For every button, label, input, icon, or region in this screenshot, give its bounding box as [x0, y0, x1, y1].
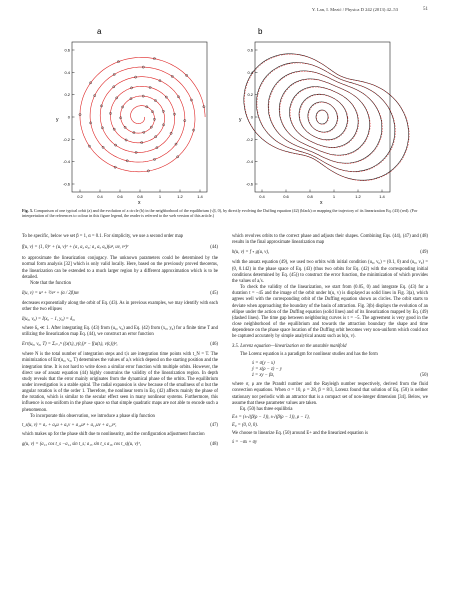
tick-label: 0.4	[247, 69, 253, 75]
caption-text: Comparison of one typical orbit (a) and the evolution of a circle (b) in the neighborhood of the equilibrium (√β, 0), by directly evolving the Duffing equation (42) (black) or mapping the trajectory of its linearization Eq. (43) (red). (For interpretation of the references to colour in this figure legend, the reader is referred to the web version of this article.)	[22, 208, 418, 219]
tick-label: -0.2	[63, 136, 70, 142]
tick-label: 0.8	[137, 194, 143, 199]
left-p5: where δ₀ ≪ 1. After integrating Eq. (43) from (u₀, v₀) and Eq. (42) from (x₀, y₀) for a finite time T and utilizing the linearization map Eq. (44), we construct an error function	[22, 325, 218, 337]
left-p2: to approximate the linearization conjugacy. The unknown parameters could be determined by the normal form analysis [32] which is only valid locally. Here, based on the previously proved theorems, the linearization can be extended to a much larger region by a different approximation which is to be detailed.	[22, 256, 218, 280]
panel-b-ellipses	[244, 54, 409, 181]
caption-label: Fig. 3.	[22, 208, 33, 213]
panel-a-yticks	[63, 48, 74, 187]
eq-51: ẋ = −σx + σy	[232, 439, 258, 445]
duffing-ellipse	[244, 54, 409, 180]
tick-label: 0.2	[247, 92, 253, 98]
panel-a-label: a	[97, 27, 102, 36]
left-p6: where N is the total number of integration steps and tᵢ's are integration time points with t_N = T. The minimization of Err(u₀, v₀, T) determines the values of aᵢ's which depend on the starting position and the integration time. It is not hard to write down a similar error function with multiple orbits. However, the direct use of ansatz equation (44) highly constrains the validity of the linearization region. In depth study reveals that the error mainly originates from the dynamical phase of the orbits. The equilibrium under investigation is a stable spiral. The radial expansion is slow because of the smallness of α but the angular rotation is of the order 1. Therefore, the nonlinear term in Eq. (42) affects mainly the phase of the rotation, which is similar to the secular effect seen in many nonlinear systems. Furthermore, this influence is non-uniform in the phase space so that simple quadratic maps are not able to encode such a phenomenon.	[22, 352, 218, 413]
tick-label: 1.2	[355, 194, 361, 199]
duffing-ellipse	[256, 63, 394, 172]
eq-48: g(u, v) = (a₁₃ cos t_s −a₁₄ sin t_s; a₁₅ sin t_s a₁₆ cos t_s)(u, v)ᵀ, (48)	[22, 442, 218, 448]
linearized-ellipse	[300, 95, 348, 141]
panel-a	[56, 27, 207, 206]
right-p7: We choose to linearize Eq. (50) around E+ and the linearized equation is	[232, 431, 368, 437]
journal-citation: Y. Lan, I. Mezić / Physica D 242 (2013) 42–53	[311, 7, 398, 12]
eq-ellipse: I(u₀, v₀) = I(x₀ − 1, y₀) = δ₀,	[22, 316, 76, 322]
left-p7: To incorporate this observation, we introduce a phase slip function	[30, 413, 155, 419]
eq-47: t_s(u, v) = a₇ + a₈u + a₉v + a₁₀u² + a₁₁uv + a₁₂v², (47)	[22, 422, 218, 428]
tick-label: 1.2	[177, 194, 183, 199]
left-p3: Note that the function	[30, 280, 72, 286]
eq-equilibria-2: E₀ = (0, 0, 0).	[232, 423, 259, 429]
tick-label: -0.4	[63, 159, 70, 165]
section-heading: 3.5. Lorenz equation—linearization on the unstable manifold	[232, 343, 347, 349]
tick-label: 0	[67, 114, 70, 120]
left-p1: To be specific, below we set β = 1, α = 0.1. For simplicity, we use a second order map	[22, 234, 184, 239]
tick-label: 0	[250, 114, 253, 120]
figure-3	[0, 22, 450, 207]
panel-b-ylabel: y	[239, 117, 242, 123]
tick-label: 0.8	[307, 194, 313, 199]
right-p6: Eq. (50) has three equilibria	[240, 406, 293, 412]
tick-label: 1	[158, 194, 162, 199]
tick-label: 0.6	[283, 194, 289, 199]
tick-label: 0.4	[259, 194, 265, 199]
tick-label: 1.4	[197, 194, 203, 199]
panel-b-label: b	[258, 27, 263, 36]
eq-equilibria-1: E± = (±√(β(ρ − 1)), ±√(β(ρ − 1)), ρ − 1),	[232, 415, 310, 421]
panel-a-xlabel: x	[138, 200, 141, 206]
tick-label: 0.6	[117, 194, 123, 199]
left-p8: which makes up for the phase shift due to nonlinearity, and the configuration adjustment function	[22, 432, 205, 438]
panel-b-xlabel: x	[320, 200, 323, 206]
tick-label: 0.2	[77, 194, 83, 199]
duffing-ellipse	[279, 79, 369, 155]
right-column	[232, 234, 428, 448]
linearized-ellipse	[269, 71, 383, 163]
left-p4: decreases exponentially along the orbit of Eq. (43). As in previous examples, we may identify with each other the two ellipses	[22, 301, 218, 313]
tick-label: -0.4	[246, 159, 253, 165]
tick-label: -0.2	[246, 136, 253, 142]
panel-a-xticks	[77, 190, 203, 200]
tick-label: 1.4	[379, 194, 385, 199]
panel-a-orbit	[79, 57, 205, 172]
eq-46: Err(u₀, v₀, T) = Σᵢ₌₁ᴺ ((x(tᵢ), y(tᵢ))ᵀ − f(u(tᵢ), v(tᵢ)))², (46)	[22, 342, 218, 348]
tick-label: 0.6	[64, 47, 70, 53]
running-header	[0, 7, 450, 19]
left-column	[22, 234, 218, 452]
tick-label: 0.2	[64, 92, 70, 98]
tick-label: 0.4	[64, 69, 70, 75]
figure-caption	[22, 208, 428, 218]
right-p2: with the ansatz equation (49), we used two orbits with initial condition (u₀, v₀) = (0.1, 0) and (u₀, v₀) = (0, 0.142) in the phase space of Eq. (43) (thus two orbits for Eq. (42) with the corresponding initial conditions determined by Eq. (45)) to construct the error function, the minimization of which provides the values of aᵢ's.	[232, 260, 428, 284]
duffing-ellipse	[268, 71, 382, 163]
tick-label: -0.6	[63, 181, 70, 187]
eq-49: h(u, v) = f ∘ g(u, v), (49)	[232, 250, 428, 256]
duffing-ellipse	[308, 102, 337, 132]
panel-b	[239, 27, 409, 206]
linearized-orbit	[80, 57, 205, 171]
linearized-ellipse	[257, 63, 395, 172]
tick-label: 1	[332, 194, 336, 199]
tick-label: 0.4	[97, 194, 103, 199]
page-number: 51	[423, 7, 428, 12]
linearized-ellipse	[290, 87, 359, 148]
right-p5: where σ, ρ are the Prandtl number and the Rayleigh number respectively, derived from the fluid convection equations. When σ = 10, ρ = 28, β = 8/3, Lorenz found that solution of Eq. (50) is neither stationary nor periodic with an attractor that is a compact set of non-integer dimension [34]. Below, we assume that these parameter values are taken.	[232, 382, 428, 406]
eq-45: I(u, v) = u² + ½v² + (α / 2β)uv (45)	[22, 291, 218, 297]
right-p3: To check the validity of the linearization, we start from (0.05, 0) and integrate Eq. (43) for a duration t = −45 and the image of the orbit under h(u, v) is displayed as solid lines in Fig. 3(a), which agrees well with the corresponding orbit of the Duffing equation shown as circles. The orbit starts to deviate when approaching the boundary of the basin of attraction. Fig. 3(b) displays the evolution of an ellipse under the action of the Duffing equation (solid lines) and of its linearization mapped by Eq. (49) (dashed lines). The time gap between neighboring curves is t = −5. The agreement is very good in the close neighborhood of the equilibrium and towards the attraction boundary the shape and time dependence on the phase space location of the Duffing orbit becomes very non-uniform which could not be captured accurately by simple analytical ansatz such as h(u, v).	[232, 285, 428, 340]
panel-a-frame	[72, 42, 207, 192]
right-p1: which revolves orbits to the correct phase and adjusts their shapes. Combining Eqs. (44), (47) and (48) results in the final approximate linearization map	[232, 234, 428, 246]
right-p4: The Lorenz equation is a paradigm for nonlinear studies and has the form	[240, 351, 378, 357]
panel-b-xticks	[259, 190, 385, 200]
panel-a-ylabel: y	[56, 117, 59, 123]
tick-label: -0.6	[246, 181, 253, 187]
eq-50: ẋ = σ(y − x) ẏ = x(ρ − z) − y ż = xy − βz, (50)	[252, 360, 428, 379]
eq-44: f(u, v) = (1, 0)ᵀ + (u, v)ᵀ + (a₁ a₂ a₃; a₄ a₅ a₆)(u², uv, v²)ᵀ (44)	[22, 245, 218, 251]
duffing-ellipse	[299, 94, 347, 140]
tick-label: 0.6	[247, 47, 253, 53]
